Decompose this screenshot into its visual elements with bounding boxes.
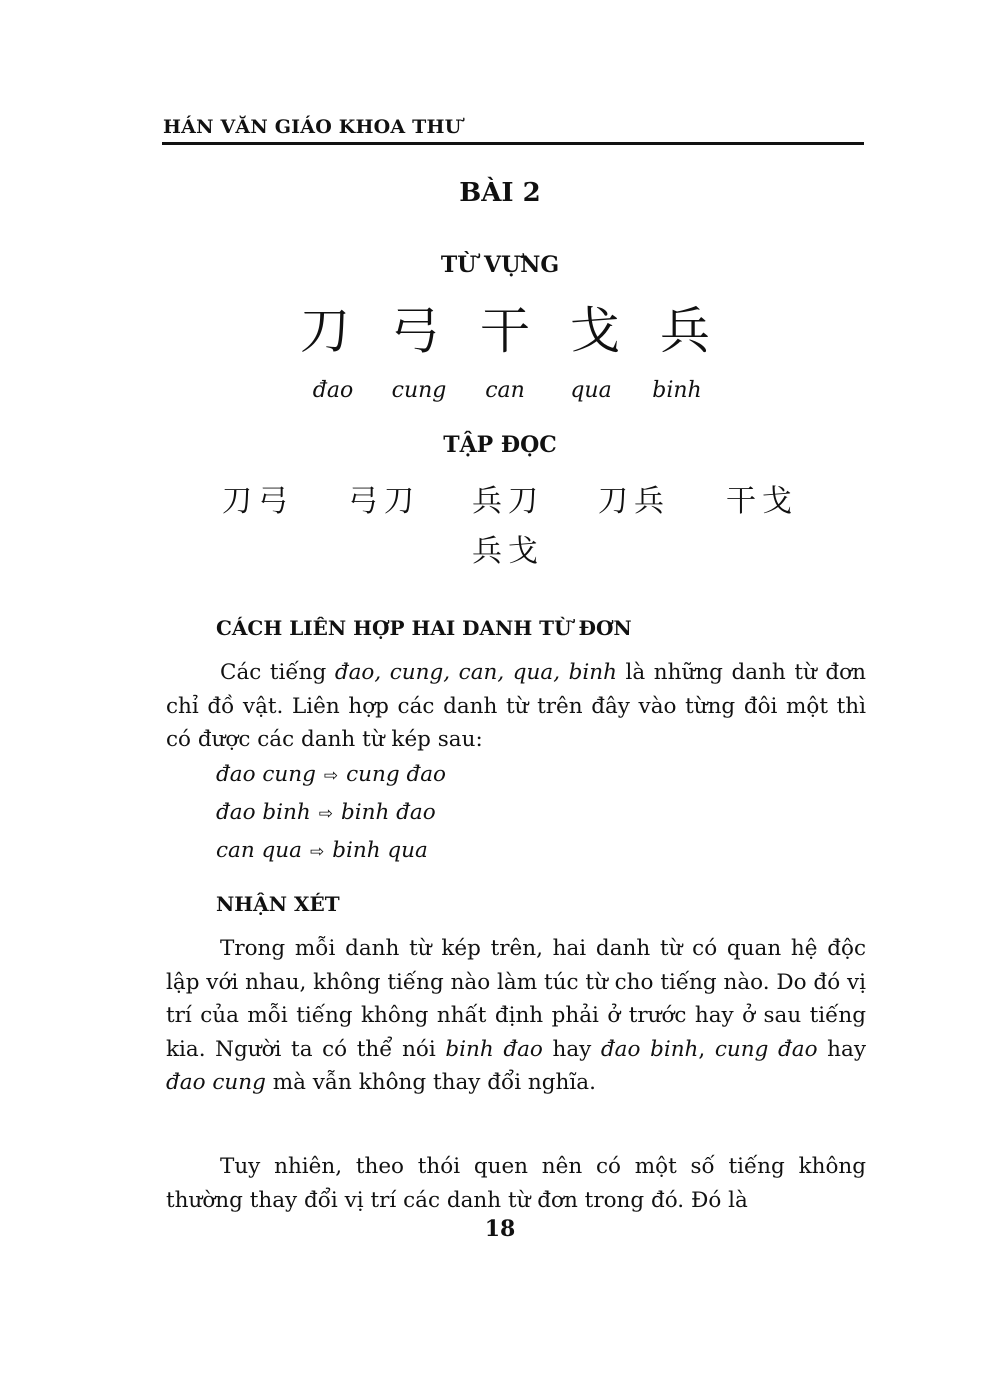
vocabulary-heading: TỪ VỰNG [440, 252, 560, 278]
vocab-reading: qua [570, 378, 612, 403]
text-run: Các tiếng [220, 660, 335, 685]
text-run: hay [542, 1036, 601, 1062]
vocabulary-characters [290, 296, 720, 366]
reading-pair: 刀弓 [222, 484, 294, 519]
vocab-char: 刀 [300, 302, 350, 360]
italic-run: đao, cung, can, qua, binh [334, 660, 617, 685]
vocab-reading: đao [312, 378, 354, 403]
example-to: binh đao [340, 800, 436, 825]
italic-run: binh đao [445, 1036, 543, 1062]
example-line [216, 838, 428, 863]
text-run: là những danh từ đơn chỉ đồ vật. Liên hợp các danh từ trên đây vào từng đôi một thì có được các danh từ kép sau: [166, 660, 866, 752]
example-line [216, 800, 436, 825]
section-heading-remark: NHẬN XÉT [216, 892, 340, 916]
text-run: , [698, 1036, 715, 1062]
vocab-reading: cung [391, 378, 447, 403]
reading-pair: 兵刀 [472, 484, 544, 519]
reading-pair: 刀兵 [598, 484, 670, 519]
vocab-reading: binh [652, 378, 702, 403]
reading-pair: 干戈 [726, 484, 798, 519]
example-to: cung đao [346, 762, 446, 787]
header-rule [162, 142, 864, 145]
paragraph-remark [166, 932, 866, 1100]
arrow-right-icon: ⇨ [309, 842, 325, 862]
italic-run: đao binh [600, 1036, 699, 1062]
vocab-char: 弓 [390, 302, 440, 360]
vocab-char: 戈 [570, 302, 620, 360]
reading-pair: 兵戈 [472, 534, 544, 569]
example-from: can qua [216, 838, 302, 863]
italic-run: đao cung [166, 1070, 266, 1095]
vocab-reading: can [485, 378, 525, 403]
vocab-char: 兵 [660, 302, 710, 360]
lesson-title: BÀI 2 [459, 178, 541, 208]
example-from: đao cung [216, 762, 316, 787]
arrow-right-icon: ⇨ [323, 766, 339, 786]
arrow-right-icon: ⇨ [318, 804, 333, 824]
example-to: binh qua [332, 838, 428, 863]
paragraph-however: Tuy nhiên, theo thói quen nên có một số tiếng không thường thay đổi vị trí các danh từ đơn trong đó. Đó là [166, 1154, 866, 1213]
italic-run: cung đao [714, 1036, 818, 1062]
vocab-char: 干 [480, 302, 530, 360]
vocabulary-readings [290, 378, 720, 403]
reading-pair: 弓刀 [348, 484, 420, 519]
page-number: 18 [484, 1216, 516, 1242]
running-head: HÁN VĂN GIÁO KHOA THƯ [163, 116, 462, 138]
text-run: Trong mỗi danh từ kép trên, hai danh từ có quan hệ độc lập với nhau, không tiếng nào làm túc từ cho tiếng nào. Do đó vị trí của mỗi tiếng không nhất định phải ở trước hay ở sau tiếng kia. Người ta có thể nói [166, 936, 866, 1062]
text-run: hay [817, 1036, 866, 1062]
section-heading-compound: CÁCH LIÊN HỢP HAI DANH TỪ ĐƠN [216, 616, 632, 640]
reading-practice-heading: TẬP ĐỌC [443, 432, 557, 458]
paragraph-compound-intro [166, 656, 866, 757]
example-line [216, 762, 446, 787]
text-run: mà vẫn không thay đổi nghĩa. [265, 1070, 596, 1095]
example-from: đao binh [216, 800, 311, 825]
